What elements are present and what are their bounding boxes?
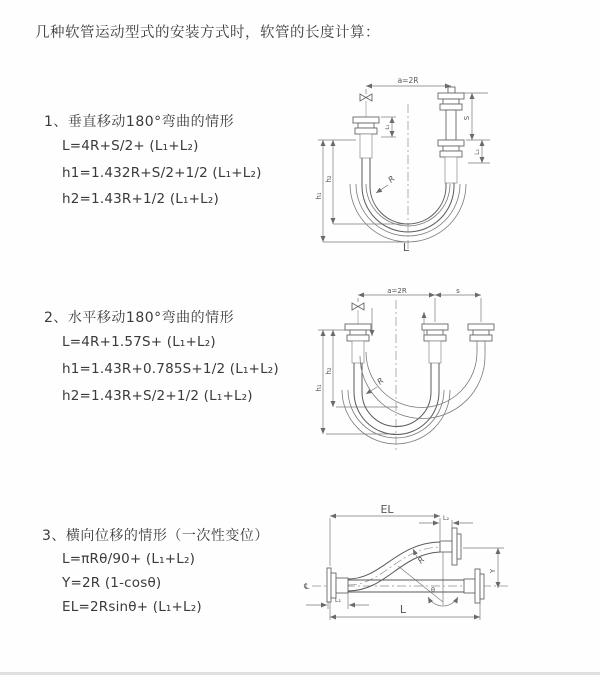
section-1-formula-l: L=4R+S/2+ (L₁+L₂)	[62, 138, 199, 154]
section-1-formula-h1: h1=1.432R+S/2+1/2 (L₁+L₂)	[62, 165, 262, 181]
radius-label: R	[416, 555, 427, 566]
diagram-horizontal-180-bend	[300, 285, 595, 460]
radius-label: R	[386, 174, 397, 185]
section-2-formula-h2: h2=1.43R+S/2+1/2 (L₁+L₂)	[62, 388, 253, 404]
dim-label-l2: L₂	[474, 149, 481, 155]
dim-label-l1: L₁	[334, 596, 342, 604]
dim-label-h1: h₁	[315, 192, 323, 200]
dim-label-h2: h₂	[325, 367, 333, 375]
dim-label-el: EL	[380, 505, 394, 516]
length-label: L	[402, 241, 410, 254]
section-3-formula-y: Y=2R (1-cosθ)	[62, 575, 162, 591]
angle-label: θ	[431, 586, 435, 594]
dim-label-h1: h₁	[315, 384, 323, 392]
hose-fittings	[345, 324, 494, 363]
dimension-lines	[318, 295, 481, 434]
section-3-formula-el: EL=2Rsinθ+ (L₁+L₂)	[62, 599, 202, 615]
dim-label-width: a=2R	[387, 287, 407, 295]
dim-label-s: s	[456, 287, 460, 295]
dim-label-y: Y	[489, 568, 497, 574]
dim-label-l1: L₁	[385, 124, 391, 130]
page-title: 几种软管运动型式的安装方式时，软管的长度计算：	[35, 25, 380, 41]
section-3-formula-l: L=πRθ/90+ (L₁+L₂)	[62, 551, 196, 567]
dim-label-l2: L₂	[442, 514, 450, 522]
section-2-formula-h1: h1=1.43R+0.785S+1/2 (L₁+L₂)	[62, 361, 279, 377]
dim-label-h2: h₂	[325, 175, 333, 183]
section-3-heading: 3、横向位移的情形（一次性变位）	[42, 528, 269, 544]
diagram-lateral-displacement	[300, 505, 600, 653]
dimension-lines	[318, 86, 490, 242]
valve-icon	[352, 303, 364, 310]
radius-label: R	[375, 376, 386, 387]
section-2-heading: 2、水平移动180°弯曲的情形	[44, 310, 235, 326]
dim-label-l: L	[399, 603, 407, 616]
section-2-formula-l: L=4R+1.57S+ (L₁+L₂)	[62, 334, 216, 350]
valve-icon	[360, 94, 372, 101]
centerline-symbol: ℄	[304, 582, 310, 591]
dim-label-s: S	[463, 115, 471, 121]
dim-label-width: a=2R	[397, 76, 419, 85]
diagram-vertical-180-bend	[305, 72, 595, 257]
curved-centerline	[348, 547, 440, 585]
section-1-formula-h2: h2=1.43R+1/2 (L₁+L₂)	[62, 191, 219, 207]
section-1-heading: 1、垂直移动180°弯曲的情形	[44, 114, 235, 130]
